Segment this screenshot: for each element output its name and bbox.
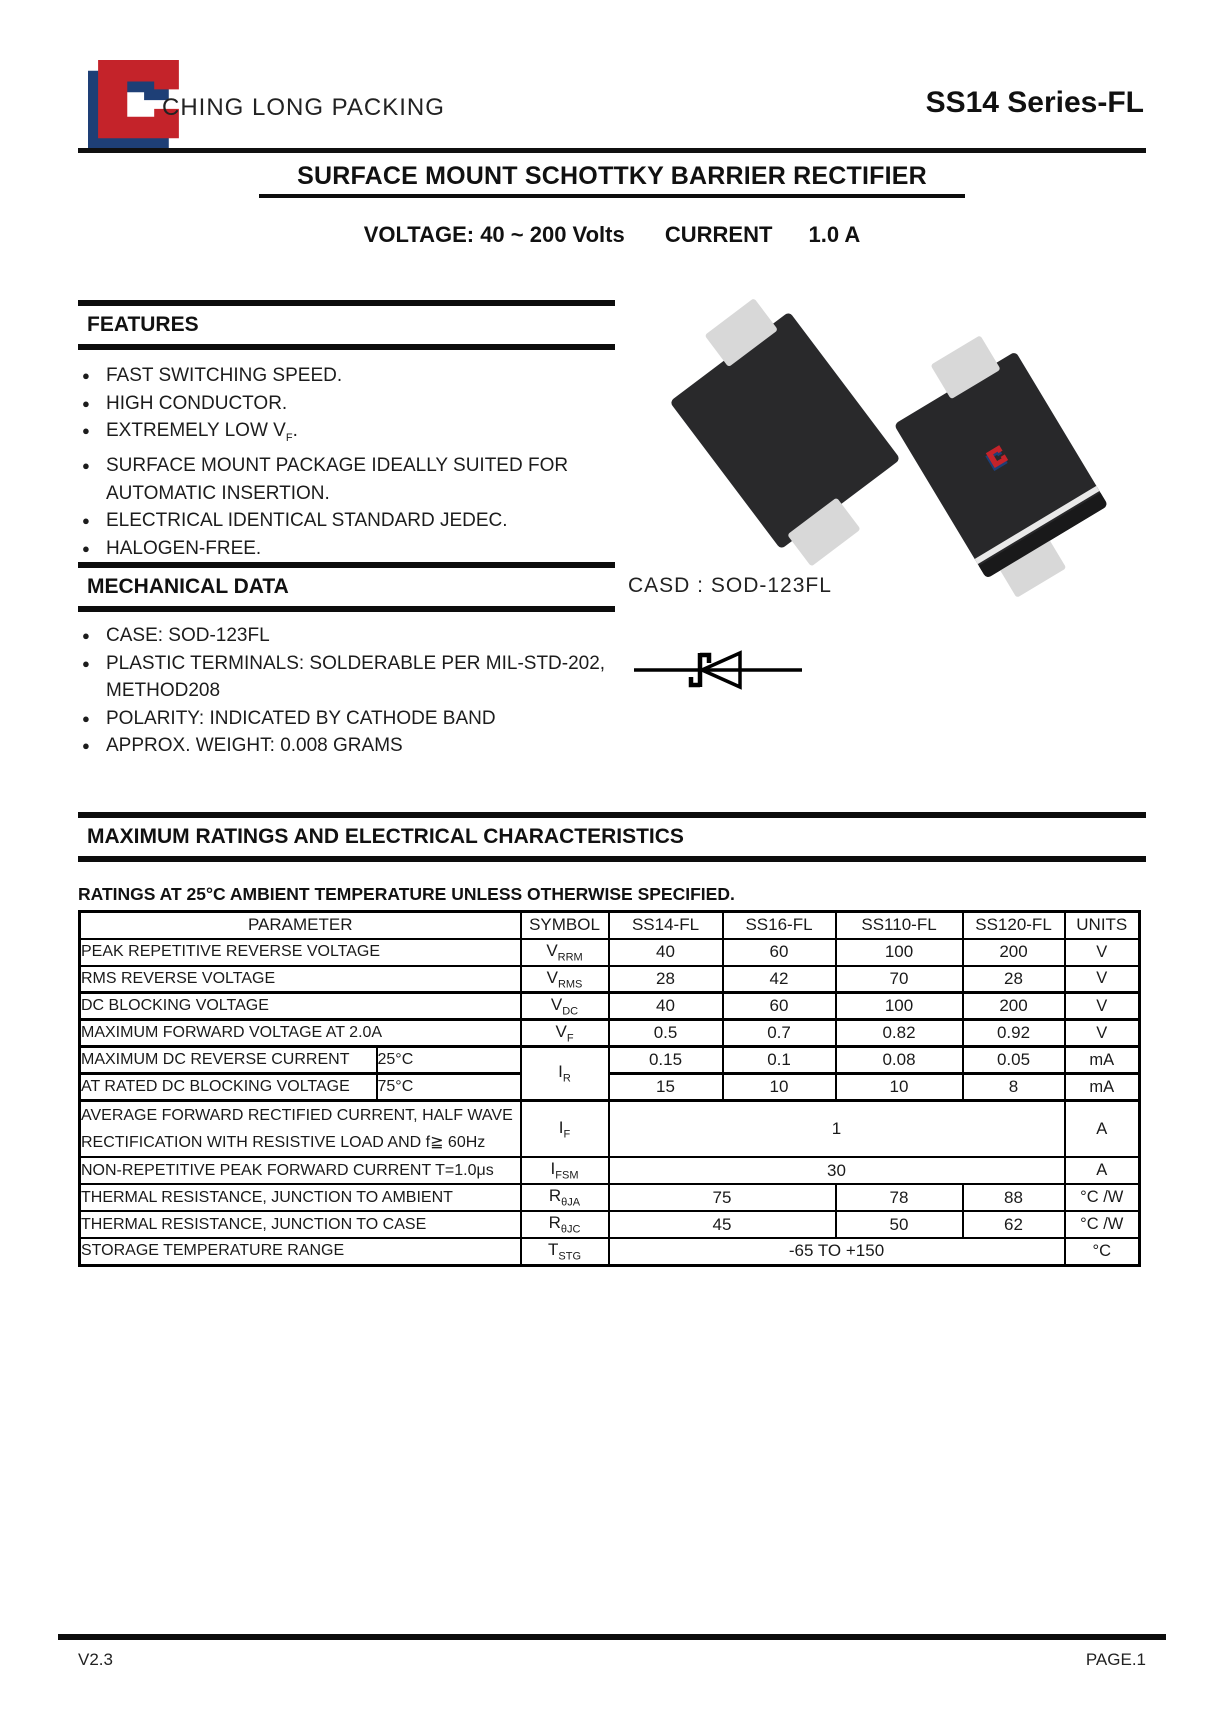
symbol-cell: $I_F$ xyxy=(521,1101,609,1158)
mechanical-item: ● APPROX. WEIGHT: 0.008 GRAMS xyxy=(82,732,605,760)
value-cell: 50 xyxy=(836,1211,963,1238)
temperature-cell: 25°C xyxy=(377,1047,521,1074)
page-number: PAGE.1 xyxy=(1085,1650,1146,1669)
parameter-cell: PEAK REPETITIVE REVERSE VOLTAGE xyxy=(80,939,521,966)
value-cell: 60 xyxy=(723,993,836,1020)
value-cell: 0.15 xyxy=(609,1047,723,1074)
feature-item: ● ELECTRICAL IDENTICAL STANDARD JEDEC. xyxy=(82,507,568,535)
unit-cell: °C /W xyxy=(1065,1184,1140,1211)
package-terminal xyxy=(787,497,861,566)
mechanical-item-continued: METHOD208 xyxy=(106,680,221,701)
table-row xyxy=(80,1238,1140,1265)
feature-item: ● EXTREMELY LOW $V_F$. xyxy=(82,417,568,452)
package-terminal xyxy=(704,298,778,367)
symbol-cell: $I_{FSM}$ xyxy=(521,1157,609,1184)
value-cell: 1 xyxy=(609,1101,1065,1158)
feature-item: ● HIGH CONDUCTOR. xyxy=(82,390,568,418)
table-row xyxy=(80,1184,1140,1211)
symbol-cell: $I_R$ xyxy=(521,1047,609,1101)
temperature-cell: 75°C xyxy=(377,1074,521,1101)
symbol-cell: $V_{DC}$ xyxy=(521,993,609,1020)
ratings-table xyxy=(78,910,1141,1267)
value-cell: 45 xyxy=(609,1211,836,1238)
company-name: CHING LONG PACKING xyxy=(162,94,445,121)
unit-cell: V xyxy=(1065,966,1140,993)
table-row xyxy=(80,1157,1140,1184)
schottky-diode-symbol-icon xyxy=(628,640,808,696)
value-cell: 60 xyxy=(723,939,836,966)
value-cell: 200 xyxy=(963,993,1065,1020)
package-photo xyxy=(655,290,1145,575)
table-row xyxy=(80,1074,1140,1101)
value-cell: 30 xyxy=(609,1157,1065,1184)
unit-cell: V xyxy=(1065,1020,1140,1047)
mechanical-item: ● CASE: SOD-123FL xyxy=(82,622,605,650)
value-cell: 0.5 xyxy=(609,1020,723,1047)
parameter-cell: STORAGE TEMPERATURE RANGE xyxy=(80,1238,521,1265)
value-cell: 28 xyxy=(609,966,723,993)
value-cell: 75 xyxy=(609,1184,836,1211)
package-terminal xyxy=(930,335,1000,399)
table-row xyxy=(80,993,1140,1020)
value-cell: 40 xyxy=(609,993,723,1020)
features-list xyxy=(82,362,568,562)
parameter-cell: MAXIMUM FORWARD VOLTAGE AT 2.0A xyxy=(80,1020,521,1047)
symbol-cell: $V_F$ xyxy=(521,1020,609,1047)
value-cell: 88 xyxy=(963,1184,1065,1211)
current-label: CURRENT xyxy=(664,222,773,247)
parameter-cell: AVERAGE FORWARD RECTIFIED CURRENT, HALF WAVE RECTIFICATION WITH RESISTIVE LOAD AND f≧ 60Hz xyxy=(80,1101,521,1158)
value-cell: 0.05 xyxy=(963,1047,1065,1074)
parameter-cell: THERMAL RESISTANCE, JUNCTION TO CASE xyxy=(80,1211,521,1238)
value-cell: 0.82 xyxy=(836,1020,963,1047)
parameter-cell: AT RATED DC BLOCKING VOLTAGE xyxy=(80,1074,377,1101)
parameter-cell: NON-REPETITIVE PEAK FORWARD CURRENT T=1.0μs xyxy=(80,1157,521,1184)
max-ratings-heading: MAXIMUM RATINGS AND ELECTRICAL CHARACTERISTICS xyxy=(78,812,1146,862)
value-cell: 100 xyxy=(836,993,963,1020)
col-ss16: SS16-FL xyxy=(723,912,836,939)
unit-cell: A xyxy=(1065,1157,1140,1184)
parameter-cell: MAXIMUM DC REVERSE CURRENT xyxy=(80,1047,377,1074)
value-cell: 100 xyxy=(836,939,963,966)
value-cell: 8 xyxy=(963,1074,1065,1101)
col-units: UNITS xyxy=(1065,912,1140,939)
unit-cell: V xyxy=(1065,993,1140,1020)
table-row xyxy=(80,939,1140,966)
value-cell: 28 xyxy=(963,966,1065,993)
table-row xyxy=(80,1020,1140,1047)
parameter-cell: THERMAL RESISTANCE, JUNCTION TO AMBIENT xyxy=(80,1184,521,1211)
feature-item: ● HALOGEN-FREE. xyxy=(82,535,568,563)
value-cell: -65 TO +150 xyxy=(609,1238,1065,1265)
mechanical-item: ● POLARITY: INDICATED BY CATHODE BAND xyxy=(82,705,605,733)
unit-cell: °C /W xyxy=(1065,1211,1140,1238)
value-cell: 0.08 xyxy=(836,1047,963,1074)
current-value: 1.0 A xyxy=(808,222,861,247)
mechanical-item: ● PLASTIC TERMINALS: SOLDERABLE PER MIL-STD-202, xyxy=(82,650,605,678)
feature-item-continued: AUTOMATIC INSERTION. xyxy=(106,482,330,504)
parameter-cell: DC BLOCKING VOLTAGE xyxy=(80,993,521,1020)
value-cell: 62 xyxy=(963,1211,1065,1238)
col-ss120: SS120-FL xyxy=(963,912,1065,939)
case-label: CASD : SOD-123FL xyxy=(628,574,832,597)
header-divider xyxy=(78,148,1146,153)
value-cell: 10 xyxy=(836,1074,963,1101)
col-symbol: SYMBOL xyxy=(521,912,609,939)
voltage-spec: VOLTAGE: 40 ~ 200 Volts xyxy=(363,222,625,247)
col-parameter: PARAMETER xyxy=(80,912,521,939)
voltage-current-line xyxy=(0,222,1224,248)
smd-package-right xyxy=(894,351,1108,578)
smd-package-left xyxy=(669,311,900,549)
symbol-cell: $V_{RRM}$ xyxy=(521,939,609,966)
parameter-cell: RMS REVERSE VOLTAGE xyxy=(80,966,521,993)
series-title: SS14 Series-FL xyxy=(925,86,1144,119)
table-row xyxy=(80,1101,1140,1158)
ratings-note: RATINGS AT 25°C AMBIENT TEMPERATURE UNLESS OTHERWISE SPECIFIED. xyxy=(78,884,735,904)
symbol-cell: $T_{STG}$ xyxy=(521,1238,609,1265)
unit-cell: A xyxy=(1065,1101,1140,1158)
symbol-cell: $R_{\theta JA}$ xyxy=(521,1184,609,1211)
unit-cell: V xyxy=(1065,939,1140,966)
feature-item: ● FAST SWITCHING SPEED. xyxy=(82,362,568,390)
value-cell: 0.92 xyxy=(963,1020,1065,1047)
value-cell: 0.7 xyxy=(723,1020,836,1047)
package-logo-icon xyxy=(984,445,1010,471)
value-cell: 200 xyxy=(963,939,1065,966)
value-cell: 0.1 xyxy=(723,1047,836,1074)
value-cell: 78 xyxy=(836,1184,963,1211)
footer-divider xyxy=(58,1634,1166,1640)
value-cell: 10 xyxy=(723,1074,836,1101)
value-cell: 42 xyxy=(723,966,836,993)
symbol-cell: $V_{RMS}$ xyxy=(521,966,609,993)
table-row xyxy=(80,966,1140,993)
value-cell: 15 xyxy=(609,1074,723,1101)
unit-cell: mA xyxy=(1065,1047,1140,1074)
mechanical-data-list xyxy=(82,622,605,760)
features-heading: FEATURES xyxy=(78,300,615,350)
table-row xyxy=(80,1047,1140,1074)
unit-cell: °C xyxy=(1065,1238,1140,1265)
symbol-cell: $R_{\theta JC}$ xyxy=(521,1211,609,1238)
document-title: SURFACE MOUNT SCHOTTKY BARRIER RECTIFIER xyxy=(0,162,1224,198)
table-row xyxy=(80,1211,1140,1238)
mechanical-data-heading: MECHANICAL DATA xyxy=(78,562,615,612)
value-cell: 70 xyxy=(836,966,963,993)
col-ss110: SS110-FL xyxy=(836,912,963,939)
col-ss14: SS14-FL xyxy=(609,912,723,939)
table-header-row xyxy=(80,912,1140,939)
unit-cell: mA xyxy=(1065,1074,1140,1101)
value-cell: 40 xyxy=(609,939,723,966)
feature-item: ● SURFACE MOUNT PACKAGE IDEALLY SUITED FOR xyxy=(82,452,568,480)
version-label: V2.3 xyxy=(78,1650,113,1669)
